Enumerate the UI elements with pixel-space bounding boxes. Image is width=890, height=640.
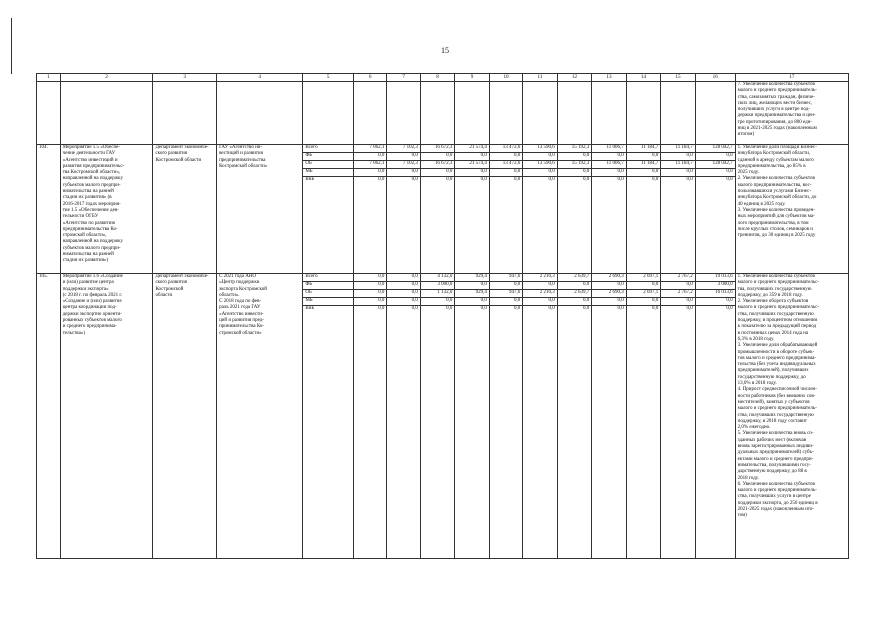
funding-value: 2 690,3: [592, 290, 627, 298]
executor-line: экспорта Костромской: [219, 286, 267, 292]
event-line: чение деятельности ГАУ: [62, 151, 116, 157]
funding-value: 0,0: [523, 298, 558, 306]
executor: [217, 274, 303, 559]
result-line: ства, получивших государственную: [737, 311, 814, 317]
funding-value: 947,6: [489, 290, 522, 298]
funding-value: 0,0: [387, 169, 420, 177]
row-number: 105.: [37, 274, 61, 559]
event-line: центра координации под-: [62, 305, 117, 311]
result-line: ных мероприятий для субъектов ма-: [737, 214, 815, 220]
result-line: предпринимательства, до 85% в: [737, 163, 806, 169]
result-line: государственную поддержку, до: [737, 374, 806, 380]
funding-value: 0,0: [387, 290, 420, 298]
funding-value: 0,0: [387, 153, 420, 161]
funding-value: 2 639,7: [557, 290, 592, 298]
result-line: итогом): [737, 132, 755, 138]
empty-cell: [153, 82, 217, 145]
table-row: [37, 145, 849, 153]
funding-value: 0,0: [420, 177, 455, 274]
result-line: 40 единиц в 2025 году.: [737, 201, 786, 207]
result-line: держки предпринимательства и цен-: [737, 113, 816, 119]
event-line: поддержки экспорта»: [62, 286, 109, 292]
funding-value: 0,0: [661, 306, 696, 559]
funding-value: 0,0: [420, 298, 455, 306]
result-line: вновь зарегистрированных индиви-: [737, 444, 814, 450]
funding-value: 0,0: [557, 282, 592, 290]
funding-value: 13 590,6: [523, 145, 558, 153]
official-line: Костромской области: [155, 157, 202, 163]
funding-value: 0,0: [489, 306, 522, 559]
funding-source: Всего: [303, 145, 354, 153]
event-line: стромской области»,: [62, 233, 107, 239]
event-line: Мероприятие 1.5 «Обеспе-: [62, 145, 121, 150]
funding-value: 0,0: [354, 169, 387, 177]
result-line: 2. Увеличение оборота субъектов: [737, 299, 809, 305]
executor-line: ГАУ «Агентство ин-: [219, 145, 263, 150]
funding-value: 0,0: [695, 306, 735, 559]
funding-value: 0,0: [420, 169, 455, 177]
header-col-11: 11: [523, 74, 558, 82]
executor-line: «Агентство инвести-: [219, 311, 264, 317]
funding-value: 0,0: [661, 177, 696, 274]
funding-value: 929,4: [455, 274, 490, 282]
header-col-17: 17: [735, 74, 848, 82]
funding-value: 0,0: [523, 282, 558, 290]
funding-value: 0,0: [695, 153, 735, 161]
funding-value: 128 042,7: [695, 161, 735, 169]
empty-cell: [354, 82, 387, 145]
header-col-7: 7: [387, 74, 420, 82]
funding-value: 11 006,7: [592, 145, 627, 153]
funding-value: 0,0: [455, 282, 490, 290]
funding-value: 2 210,3: [523, 274, 558, 282]
funding-value: 0,0: [592, 153, 627, 161]
funding-value: 0,0: [455, 153, 490, 161]
funding-value: 7 102,3: [387, 161, 420, 169]
result-line: лого предпринимательства, в том: [737, 220, 809, 226]
funding-value: 15 192,3: [557, 145, 592, 153]
event-line: тельности ОГБУ: [62, 214, 99, 220]
result-line: гом): [737, 513, 747, 519]
funding-value: 0,0: [387, 282, 420, 290]
result-line: сданной в аренду субъектам малого: [737, 157, 814, 163]
executor-line: раль 2021 года ГАУ: [219, 305, 261, 311]
funding-value: 0,0: [695, 169, 735, 177]
executor-line: вестиций и развития: [219, 151, 263, 157]
event-line: Мероприятие 1.6 «Создание: [62, 274, 123, 279]
header-col-9: 9: [455, 74, 490, 82]
funding-source: ФБ: [303, 153, 354, 161]
executor-line: С 2018 года по фев-: [219, 299, 262, 305]
result-line: 4. Прирост среднесписочной числен-: [737, 387, 817, 393]
funding-value: 7 102,3: [387, 145, 420, 153]
funding-value: 0,0: [387, 298, 420, 306]
empty-cell: [303, 82, 354, 145]
result-line: ниц в 2021-2025 годах (накопленным: [737, 126, 817, 132]
funding-value: 0,0: [626, 306, 661, 559]
row-number: 104.: [37, 145, 61, 274]
result-line: тренингов, до 30 единиц в 2025 году: [737, 233, 816, 239]
event-line: стадии их развития»): [62, 258, 109, 264]
expected-results: [735, 145, 848, 274]
funding-value: 3 000,0: [420, 282, 455, 290]
funding-value: 2 767,2: [661, 290, 696, 298]
header-col-16: 16: [695, 74, 735, 82]
result-line: ности работников (без внешних сов-: [737, 393, 816, 399]
continuation-row: [37, 82, 849, 145]
result-line: пользовавшихся услугами Бизнес-: [737, 189, 812, 195]
result-line: малого и среднего предприниматель-: [737, 88, 817, 94]
executor-line: принимательства Ко-: [219, 324, 265, 330]
header-col-3: 3: [153, 74, 217, 82]
result-line: 3. Увеличение количества проведен-: [737, 207, 815, 213]
funding-value: 11 006,7: [592, 161, 627, 169]
funding-value: 2 639,7: [557, 274, 592, 282]
event-line: стадии их развития» (в: [62, 195, 112, 201]
event-line: предпринимательства Ко-: [62, 226, 118, 232]
result-line: ских лиц, желающих вести бизнес,: [737, 100, 813, 106]
funding-value: 0,0: [695, 298, 735, 306]
funding-value: 0,0: [661, 153, 696, 161]
funding-value: 3 000,0: [695, 282, 735, 290]
funding-value: 0,0: [661, 169, 696, 177]
funding-value: 0,0: [354, 153, 387, 161]
funding-value: 0,0: [557, 177, 592, 274]
header-col-6: 6: [354, 74, 387, 82]
funding-value: 0,0: [354, 282, 387, 290]
result-line: 2018 году.: [737, 475, 759, 481]
event-line: «Создание и (или) развитие: [62, 299, 122, 305]
result-line: ства, получивших услуги в центре: [737, 494, 811, 500]
empty-cell: [695, 82, 735, 145]
funding-source: ФБ: [303, 282, 354, 290]
event-line: тельства»): [62, 330, 85, 336]
funding-value: 11 184,7: [661, 161, 696, 169]
funding-source: ОБ: [303, 161, 354, 169]
result-line: 13,0% в 2018 году.: [737, 381, 777, 387]
result-line: 1. Увеличение количества субъектов: [737, 274, 815, 279]
page-number: 15: [441, 46, 449, 55]
header-row: [37, 74, 849, 82]
header-col-1: 1: [37, 74, 61, 82]
funding-value: 11 184,7: [626, 161, 661, 169]
funding-source: ВнБ: [303, 177, 354, 274]
funding-value: 0,0: [387, 177, 420, 274]
responsible-official: [153, 274, 217, 559]
result-line: малого и среднего предприниматель-: [737, 488, 817, 494]
event-line: развития предпринимательс-: [62, 163, 125, 169]
funding-value: 0,0: [489, 298, 522, 306]
result-line: 1. Увеличение доли площади Бизнес-: [737, 145, 817, 150]
event-name: [60, 274, 153, 559]
result-line: 2. Увеличение количества субъектов: [737, 176, 815, 182]
event-line: направленной на поддержку: [62, 176, 124, 182]
result-line: 2021-2025 годах (накопленным ито-: [737, 506, 815, 512]
funding-value: 0,0: [661, 298, 696, 306]
funding-value: 0,0: [455, 306, 490, 559]
funding-value: 0,0: [626, 169, 661, 177]
event-line: тва Костромской области»,: [62, 170, 121, 176]
empty-cell: [592, 82, 627, 145]
program-table: [36, 73, 849, 559]
funding-value: 7 062,1: [354, 161, 387, 169]
event-line: субъектов малого предпри-: [62, 245, 121, 251]
funding-value: 0,0: [455, 298, 490, 306]
funding-value: 0,0: [489, 177, 522, 274]
result-line: получивших услуги в центре под-: [737, 107, 810, 113]
funding-value: 0,0: [523, 153, 558, 161]
funding-value: 16 013,6: [695, 290, 735, 298]
result-line: 7. Увеличение количества субъектов: [737, 82, 815, 87]
funding-value: 929,4: [455, 290, 490, 298]
funding-value: 0,0: [557, 153, 592, 161]
result-line: 2025 году.: [737, 170, 759, 176]
result-line: поддержку, до 359 в 2018 году.: [737, 292, 803, 298]
funding-value: 11 184,7: [626, 145, 661, 153]
funding-source: МБ: [303, 298, 354, 306]
funding-value: 0,0: [354, 290, 387, 298]
header-col-2: 2: [60, 74, 153, 82]
result-line: малого и среднего предпринимательс-: [737, 280, 819, 286]
executor: [217, 145, 303, 274]
event-line: (с 2018 г. по февраль 2021 г.: [62, 292, 123, 298]
funding-value: 0,0: [626, 153, 661, 161]
event-line: держки экспортно ориенти-: [62, 311, 122, 317]
funding-value: 947,6: [489, 274, 522, 282]
executor-line: ций и развития пред-: [219, 318, 264, 324]
event-line: «Агентство по развитию: [62, 220, 116, 226]
funding-source: ОБ: [303, 290, 354, 298]
empty-cell: [661, 82, 696, 145]
result-line: 5. Увеличение количества вновь со-: [737, 431, 814, 437]
empty-cell: [557, 82, 592, 145]
result-line: поддержку, в 2018 году составит: [737, 418, 807, 424]
executor-line: «Центр поддержки: [219, 280, 260, 286]
result-line: 3. Увеличение доли обрабатывающей: [737, 343, 818, 349]
funding-value: 0,0: [592, 169, 627, 177]
result-line: дарственную поддержку, до 88 в: [737, 469, 807, 475]
event-line: рованных субъектов малого: [62, 318, 122, 324]
funding-value: 0,0: [523, 306, 558, 559]
result-line: предпринимателей), получивших: [737, 368, 809, 374]
funding-value: 0,0: [354, 177, 387, 274]
empty-cell: [626, 82, 661, 145]
event-line: направленной на поддержку: [62, 239, 124, 245]
funding-value: 0,0: [661, 282, 696, 290]
funding-value: 13 472,6: [489, 161, 522, 169]
result-line: малого и среднего предпринимательс-: [737, 305, 819, 311]
funding-value: 0,0: [489, 153, 522, 161]
funding-value: 0,0: [557, 306, 592, 559]
result-line: промышленности в обороте субъек-: [737, 349, 815, 355]
result-line: тре прототипирования, до 800 еди-: [737, 119, 812, 125]
result-line: поддержки экспорта, до 250 единиц в: [737, 500, 818, 506]
empty-cell: [523, 82, 558, 145]
funding-value: 21 574,4: [455, 145, 490, 153]
funding-value: 0,0: [354, 306, 387, 559]
continuation-results: [735, 82, 848, 145]
result-line: в постоянных ценах 2014 года на: [737, 330, 809, 336]
result-line: тва, получивших государственную: [737, 286, 812, 292]
result-line: дуальных предпринимателей) субъ-: [737, 450, 814, 456]
funding-value: 0,0: [592, 298, 627, 306]
funding-value: 0,0: [455, 169, 490, 177]
funding-value: 128 042,7: [695, 145, 735, 153]
funding-value: 0,0: [626, 282, 661, 290]
funding-value: 2 697,1: [626, 274, 661, 282]
result-line: малого и среднего предприниматель-: [737, 406, 817, 412]
funding-value: 0,0: [489, 169, 522, 177]
event-line: и (или) развитие центра: [62, 280, 114, 286]
result-line: нимательства, получившими госу-: [737, 462, 811, 468]
funding-value: 0,0: [420, 153, 455, 161]
funding-value: 0,0: [420, 306, 455, 559]
funding-value: 13 590,6: [523, 161, 558, 169]
event-line: нимательства на ранней: [62, 189, 114, 195]
result-line: зданных рабочих мест (включая: [737, 437, 807, 443]
event-name: [60, 145, 153, 274]
executor-line: С 2021 года АНО: [219, 274, 257, 279]
result-line: тельства (без учета индивидуальных: [737, 362, 816, 368]
funding-value: 1 132,0: [420, 290, 455, 298]
header-col-12: 12: [557, 74, 592, 82]
result-line: инкубатора Костромской области,: [737, 151, 811, 157]
funding-value: 13 472,6: [489, 145, 522, 153]
table-row: [37, 274, 849, 282]
funding-source: ВнБ: [303, 306, 354, 559]
empty-cell: [420, 82, 455, 145]
result-line: малого предпринимательства, вос-: [737, 182, 812, 188]
funding-value: 7 062,1: [354, 145, 387, 153]
executor-line: области».: [219, 292, 240, 298]
funding-value: 0,0: [557, 298, 592, 306]
executor-line: стромской области»: [219, 330, 262, 336]
event-line: субъектов малого предпри-: [62, 182, 121, 188]
funding-value: 2 767,2: [661, 274, 696, 282]
official-line: области: [155, 292, 173, 298]
funding-value: 21 574,4: [455, 161, 490, 169]
funding-value: 0,0: [523, 169, 558, 177]
result-line: инкубатора Костромской области, до: [737, 195, 817, 201]
header-col-8: 8: [420, 74, 455, 82]
funding-value: 16 672,3: [420, 161, 455, 169]
funding-value: 0,0: [592, 282, 627, 290]
funding-value: 0,0: [626, 298, 661, 306]
event-line: 2016-2017 годах мероприя-: [62, 201, 121, 207]
official-line: ского развития: [155, 280, 187, 286]
result-line: поддержку, в процентном отношении: [737, 318, 818, 324]
empty-cell: [217, 82, 303, 145]
empty-cell: [60, 82, 153, 145]
funding-value: 2 697,1: [626, 290, 661, 298]
result-line: к показателю за предыдущий период: [737, 324, 817, 330]
funding-value: 0,0: [387, 274, 420, 282]
empty-cell: [455, 82, 490, 145]
funding-value: 0,0: [387, 306, 420, 559]
result-line: числе круглых столов, семинаров и: [737, 226, 813, 232]
funding-value: 15 192,3: [557, 161, 592, 169]
result-line: ства, получивших государственную: [737, 412, 814, 418]
result-line: ства, самозанятых граждан, физиче-: [737, 94, 815, 100]
funding-value: 11 184,7: [661, 145, 696, 153]
result-line: 6,3% в 2018 году.: [737, 336, 775, 342]
empty-cell: [37, 82, 61, 145]
funding-value: 2 210,3: [523, 290, 558, 298]
funding-source: Всего: [303, 274, 354, 282]
official-line: ского развития: [155, 151, 187, 157]
header-col-4: 4: [217, 74, 303, 82]
result-line: ектами малого и среднего предпри-: [737, 456, 814, 462]
event-line: нимательства на ранней: [62, 252, 114, 258]
funding-value: 0,0: [489, 282, 522, 290]
funding-value: 0,0: [354, 274, 387, 282]
funding-source: МБ: [303, 169, 354, 177]
funding-value: 0,0: [557, 169, 592, 177]
empty-cell: [387, 82, 420, 145]
event-line: «Агентство инвестиций и: [62, 157, 118, 163]
header-col-14: 14: [626, 74, 661, 82]
funding-value: 16 672,3: [420, 145, 455, 153]
funding-value: 0,0: [626, 177, 661, 274]
event-line: тие 1.5 «Обеспечение дея-: [62, 207, 119, 213]
event-line: и среднего предпринима-: [62, 324, 117, 330]
responsible-official: [153, 145, 217, 274]
official-line: Департамент экономиче-: [155, 145, 209, 150]
funding-value: 0,0: [592, 177, 627, 274]
header-col-15: 15: [661, 74, 696, 82]
funding-value: 2 690,3: [592, 274, 627, 282]
official-line: Департамент экономиче-: [155, 274, 209, 279]
result-line: тов малого и среднего предпринима-: [737, 355, 816, 361]
funding-value: 0,0: [354, 298, 387, 306]
header-col-5: 5: [303, 74, 354, 82]
funding-value: 0,0: [523, 177, 558, 274]
header-col-10: 10: [489, 74, 522, 82]
executor-line: предпринимательства: [219, 157, 266, 163]
result-line: 2,0% ежегодно.: [737, 425, 771, 431]
official-line: Костромской: [155, 286, 184, 292]
funding-value: 19 013,6: [695, 274, 735, 282]
result-line: 6. Увеличение количества субъектов: [737, 481, 815, 487]
funding-value: 0,0: [592, 306, 627, 559]
funding-value: 4 132,0: [420, 274, 455, 282]
funding-value: 0,0: [695, 177, 735, 274]
expected-results: [735, 274, 848, 559]
funding-value: 0,0: [455, 177, 490, 274]
header-col-13: 13: [592, 74, 627, 82]
executor-line: Костромской области»: [219, 163, 268, 169]
result-line: местителей), занятых у субъектов: [737, 399, 810, 405]
empty-cell: [489, 82, 522, 145]
